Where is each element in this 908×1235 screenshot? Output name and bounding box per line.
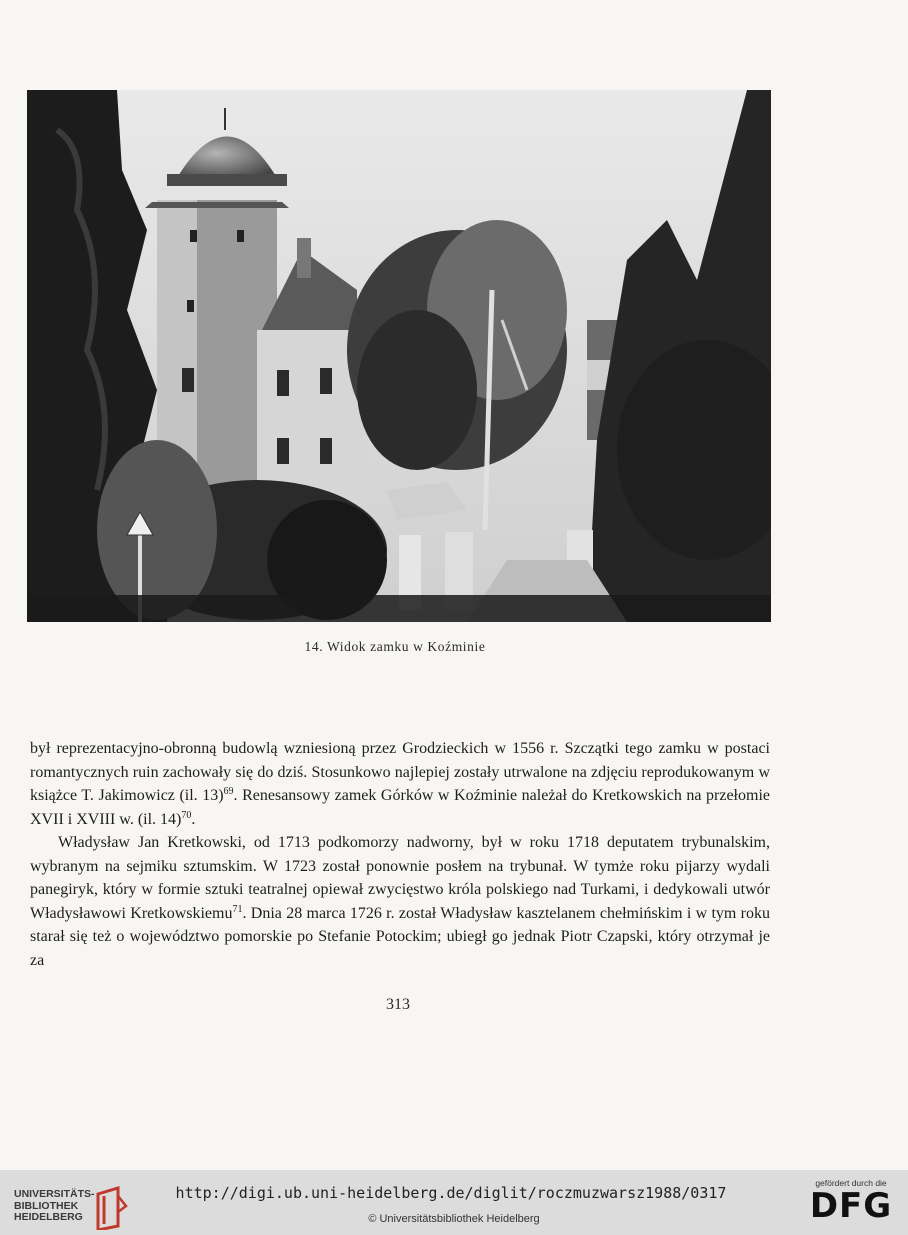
paragraph-1 bbox=[30, 737, 770, 831]
footnote-ref-70: 70 bbox=[181, 809, 192, 821]
dfg-logo[interactable] bbox=[806, 1178, 896, 1228]
footnote-ref-69: 69 bbox=[223, 786, 234, 797]
dfg-wordmark: DFG bbox=[809, 1186, 893, 1226]
library-logo-line-1: UNIVERSITÄTS- bbox=[14, 1188, 95, 1200]
paragraph-1-part-b: . Renesansowy zamek Górków w Koźminie należał do Kretkowskich na przełomie XVII i XVIII w. (il. 14) bbox=[30, 787, 770, 828]
castle-photo-image bbox=[27, 90, 771, 622]
viewer-footer bbox=[0, 1170, 908, 1235]
figure-caption: 14. Widok zamku w Koźminie bbox=[304, 639, 486, 654]
footnote-ref-71: 71 bbox=[232, 903, 243, 915]
copyright-notice: © Universitätsbibliothek Heidelberg bbox=[368, 1213, 540, 1225]
library-logo-line-3: HEIDELBERG bbox=[14, 1211, 83, 1223]
body-text bbox=[30, 737, 770, 972]
page-number: 313 bbox=[386, 996, 410, 1013]
paragraph-2 bbox=[30, 831, 770, 972]
dfg-funded-label: gefördert durch die bbox=[815, 1178, 887, 1188]
paragraph-2-part-a: Władysław Jan Kretkowski, od 1713 podkomorzy nadworny, był w roku 1718 deputatem trybunalskim, wybranym na sejmiku sztumskim. W 1723 został ponownie posłem na trybunał. W tymże roku pijarzy wydali panegiryk, który w formie sztuki teatralnej opiewał zwycięstwo króla polskiego nad Turkami, i dedykowali utwór Władysławowi Kretkowskiemu bbox=[30, 834, 770, 922]
paragraph-1-part-c: . bbox=[191, 810, 196, 828]
paragraph-1-part-a: był reprezentacyjno-obronną budowlą wzniesioną przez Grodzieckich w 1556 r. Szczątki tego zamku w postaci romantycznych ruin zachowały się do dziś. Stosunkowo najlepiej zostały utrwalone na zdjęciu reprodukowanym w książce T. Jakimowicz (il. 13) bbox=[30, 740, 770, 804]
document-url-text[interactable]: http://digi.ub.uni-heidelberg.de/diglit/roczmuzwarsz1988/0317 bbox=[175, 1184, 727, 1202]
paragraph-2-part-b: . Dnia 28 marca 1726 r. został Władysław kasztelanem chełmińskim i w tym roku starał się też o województwo pomorskie po Stefanie Potockim; ubiegł go jednak Piotr Czapski, który otrzymał je za bbox=[30, 904, 770, 969]
library-logo-line-2: BIBLIOTHEK bbox=[14, 1199, 79, 1212]
document-url-link[interactable] bbox=[0, 1184, 908, 1202]
castle-photograph bbox=[27, 90, 771, 622]
